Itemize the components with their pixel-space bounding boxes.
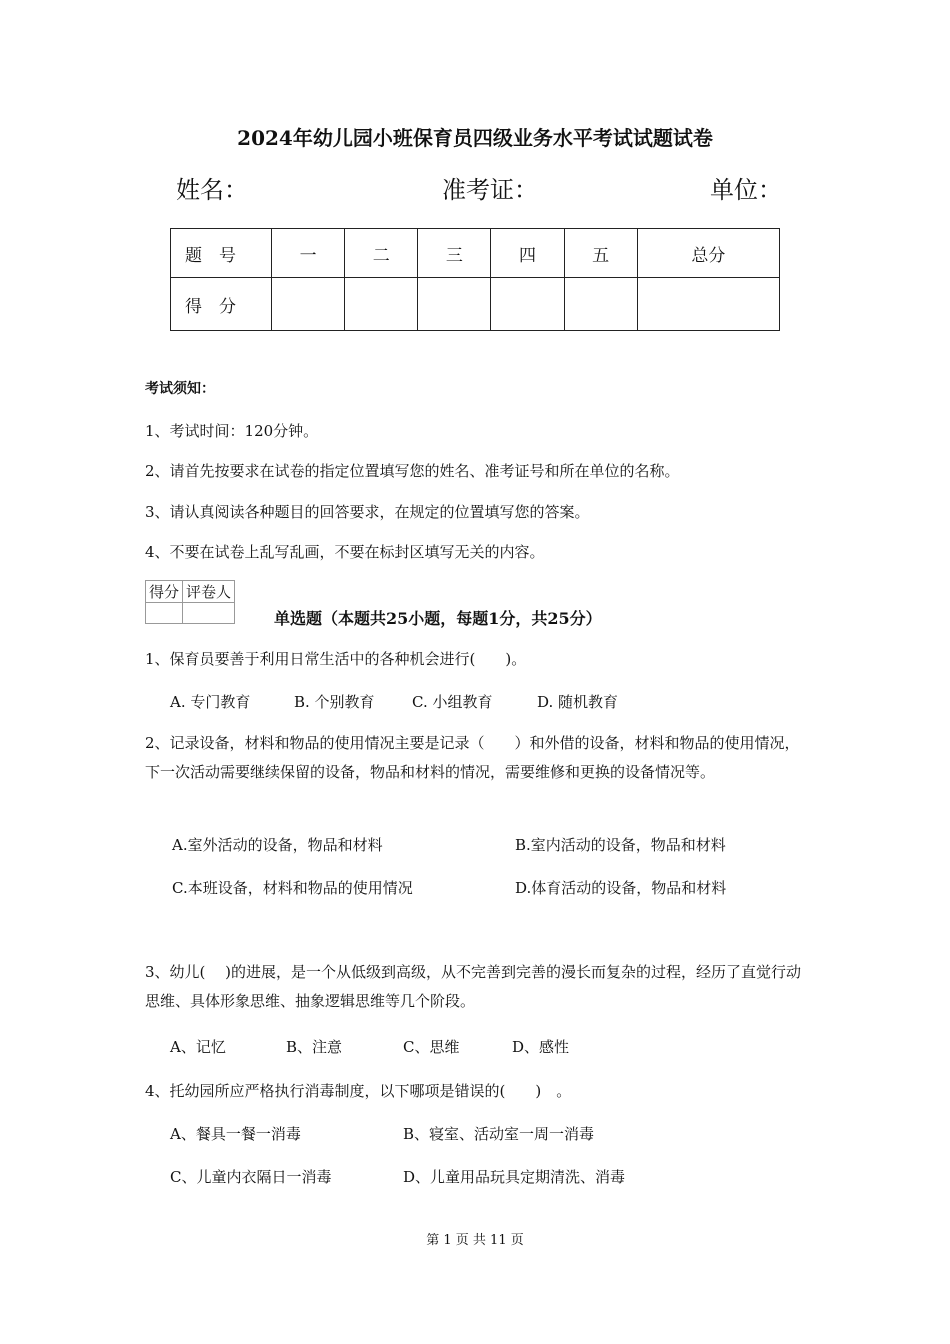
- score-table-col-5: 五: [564, 229, 637, 278]
- notice-item-4: 4、不要在试卷上乱写乱画，不要在标封区填写无关的内容。: [145, 543, 545, 561]
- question-2-option-c: C.本班设备，材料和物品的使用情况: [172, 879, 413, 897]
- name-field-label: 姓名：: [176, 176, 248, 204]
- grader-box: [145, 580, 235, 624]
- score-table-col-3: 三: [418, 229, 491, 278]
- score-table: [170, 228, 780, 331]
- question-3-option-b: B、注意: [286, 1038, 343, 1056]
- score-table-row-label: 得 分: [171, 278, 272, 331]
- score-table-col-1: 一: [272, 229, 345, 278]
- notice-item-2: 2、请首先按要求在试卷的指定位置填写您的姓名、准考证号和所在单位的名称。: [145, 462, 680, 480]
- score-table-col-4: 四: [491, 229, 564, 278]
- question-4-option-c: C、儿童内衣隔日一消毒: [170, 1168, 332, 1186]
- question-2-option-a: A.室外活动的设备，物品和材料: [172, 836, 383, 854]
- question-4-text: 4、托幼园所应严格执行消毒制度，以下哪项是错误的( ) 。: [145, 1082, 572, 1100]
- score-cell-total: [637, 278, 779, 331]
- score-cell-3: [418, 278, 491, 331]
- score-table-col-total: 总分: [637, 229, 779, 278]
- grader-score-cell: [146, 603, 183, 624]
- question-4-option-d: D、儿童用品玩具定期清洗、消毒: [403, 1168, 626, 1186]
- score-cell-2: [345, 278, 418, 331]
- question-2-option-b: B.室内活动的设备，物品和材料: [515, 836, 726, 854]
- question-4-option-b: B、寝室、活动室一周一消毒: [403, 1125, 595, 1143]
- grader-score-label: 得分: [146, 581, 183, 603]
- section-title: 单选题（本题共25小题，每题1分，共25分）: [274, 609, 602, 628]
- question-3-option-c: C、思维: [403, 1038, 460, 1056]
- question-1-option-a: A. 专门教育: [170, 693, 251, 711]
- question-3-text: 3、幼儿( )的进展，是一个从低级到高级，从不完善到完善的漫长而复杂的过程，经历了直觉行动思维、具体形象思维、抽象逻辑思维等几个阶段。: [145, 963, 802, 1010]
- unit-field-label: 单位：: [710, 176, 782, 204]
- exam-id-field-label: 准考证：: [442, 176, 538, 204]
- score-table-col-2: 二: [345, 229, 418, 278]
- score-cell-4: [491, 278, 564, 331]
- question-3-option-a: A、记忆: [170, 1038, 226, 1056]
- question-1-option-b: B. 个别教育: [294, 693, 375, 711]
- page-footer: 第 1 页 共 11 页: [426, 1233, 524, 1248]
- question-1-text: 1、保育员要善于利用日常生活中的各种机会进行( )。: [145, 650, 527, 668]
- question-1-option-d: D. 随机教育: [537, 693, 619, 711]
- question-1-option-c: C. 小组教育: [412, 693, 493, 711]
- grader-name-cell: [183, 603, 235, 624]
- question-4-option-a: A、餐具一餐一消毒: [170, 1125, 301, 1143]
- score-cell-1: [272, 278, 345, 331]
- notice-item-1: 1、考试时间：120分钟。: [145, 422, 319, 440]
- notice-item-3: 3、请认真阅读各种题目的回答要求，在规定的位置填写您的答案。: [145, 503, 590, 521]
- notice-heading: 考试须知：: [145, 381, 215, 397]
- question-2-text: 2、记录设备，材料和物品的使用情况主要是记录（ ）和外借的设备，材料和物品的使用情况，下一次活动需要继续保留的设备，物品和材料的情况，需要维修和更换的设备情况等。: [145, 734, 800, 781]
- page-title: 2024年幼儿园小班保育员四级业务水平考试试题试卷: [237, 126, 713, 150]
- question-3-option-d: D、感性: [512, 1038, 570, 1056]
- score-cell-5: [564, 278, 637, 331]
- score-table-header-label: 题 号: [171, 229, 272, 278]
- grader-name-label: 评卷人: [183, 581, 235, 603]
- question-2-option-d: D.体育活动的设备，物品和材料: [515, 879, 727, 897]
